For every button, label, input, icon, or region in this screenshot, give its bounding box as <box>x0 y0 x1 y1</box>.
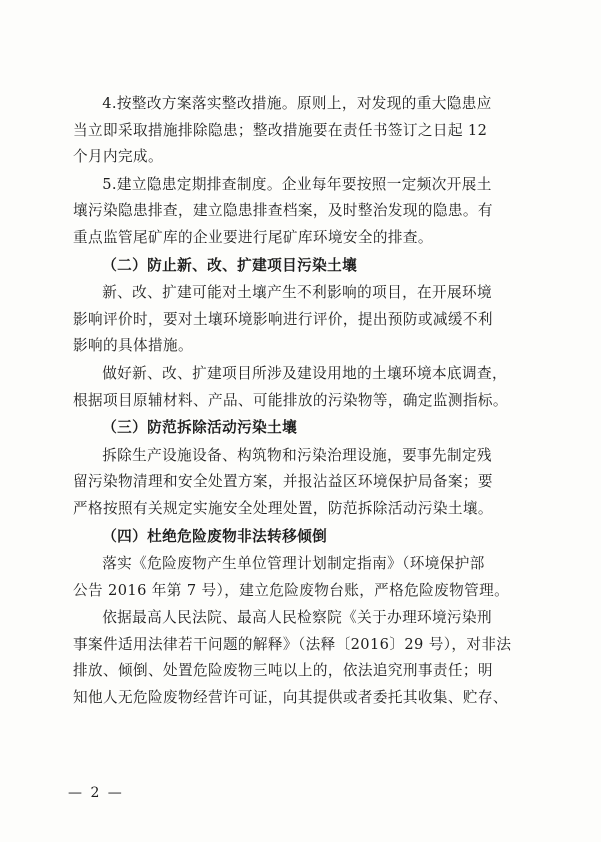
text-line: （三）防范拆除活动污染土壤 <box>102 419 298 437</box>
text-line: 知他人无危险废物经营许可证，向其提供或者委托其收集、贮存、 <box>73 689 508 707</box>
text-line: 依据最高人民法院、最高人民检察院《关于办理环境污染刑 <box>102 609 493 627</box>
text-line: 4.按整改方案落实整改措施。原则上，对发现的重大隐患应 <box>102 95 492 112</box>
text-line: 排放、倾倒、处置危险废物三吨以上的，依法追究刑事责任；明 <box>73 662 493 680</box>
text-line: 事案件适用法律若干问题的解释》（法释〔2016〕29 号），对非法 <box>73 635 512 653</box>
text-line: 重点监管尾矿库的企业要进行尾矿库环境安全的排查。 <box>73 228 433 246</box>
text-line: 个月内完成。 <box>73 148 163 166</box>
text-line: 根据项目原辅材料、产品、可能排放的污染物等，确定监测指标。 <box>73 391 508 409</box>
text-line: 影响评价时，要对土壤环境影响进行评价，提出预防或减缓不利 <box>73 310 493 328</box>
paragraph <box>73 172 547 252</box>
text-line: 留污染物清理和安全处置方案，并报沾益区环境保护局备案；要 <box>73 473 493 491</box>
text-line: 做好新、改、扩建项目所涉及建设用地的土壤环境本底调查， <box>102 364 508 382</box>
text-line: 新、改、扩建可能对土壤产生不利影响的项目，在开展环境 <box>102 284 493 302</box>
text-line: 5.建立隐患定期排查制度。企业每年要按照一定频次开展土 <box>102 175 492 193</box>
text-line: 拆除生产设施设备、构筑物和污染治理设施，要事先制定残 <box>102 446 493 464</box>
text-line: 影响的具体措施。 <box>73 337 193 355</box>
text-line: （四）杜绝危险废物非法转移倾倒 <box>102 527 328 545</box>
section-heading <box>73 415 547 442</box>
text-line: （二）防止新、改、扩建项目污染土壤 <box>102 256 358 274</box>
section-heading <box>73 524 547 551</box>
text-line: 落实《危险废物产生单位管理计划制定指南》（环境保护部 <box>102 555 485 573</box>
section-heading <box>73 253 547 280</box>
text-line: 当立即采取措施排除隐患；整改措施要在责任书签订之日起 12 <box>73 121 488 139</box>
paragraph <box>73 280 547 360</box>
document-body <box>73 91 547 713</box>
text-line: 公告 2016 年第 7 号），建立危险废物台账，严格危险废物管理。 <box>73 581 510 599</box>
text-line: 壤污染隐患排查，建立隐患排查档案，及时整治发现的隐患。有 <box>73 202 493 220</box>
paragraph <box>73 605 547 711</box>
paragraph <box>73 443 547 523</box>
paragraph <box>73 551 547 604</box>
paragraph <box>73 91 547 171</box>
paragraph <box>73 361 547 414</box>
text-line: 严格按照有关规定实施安全处理处置，防范拆除活动污染土壤。 <box>73 499 493 517</box>
page-number: — 2 — <box>68 785 124 801</box>
